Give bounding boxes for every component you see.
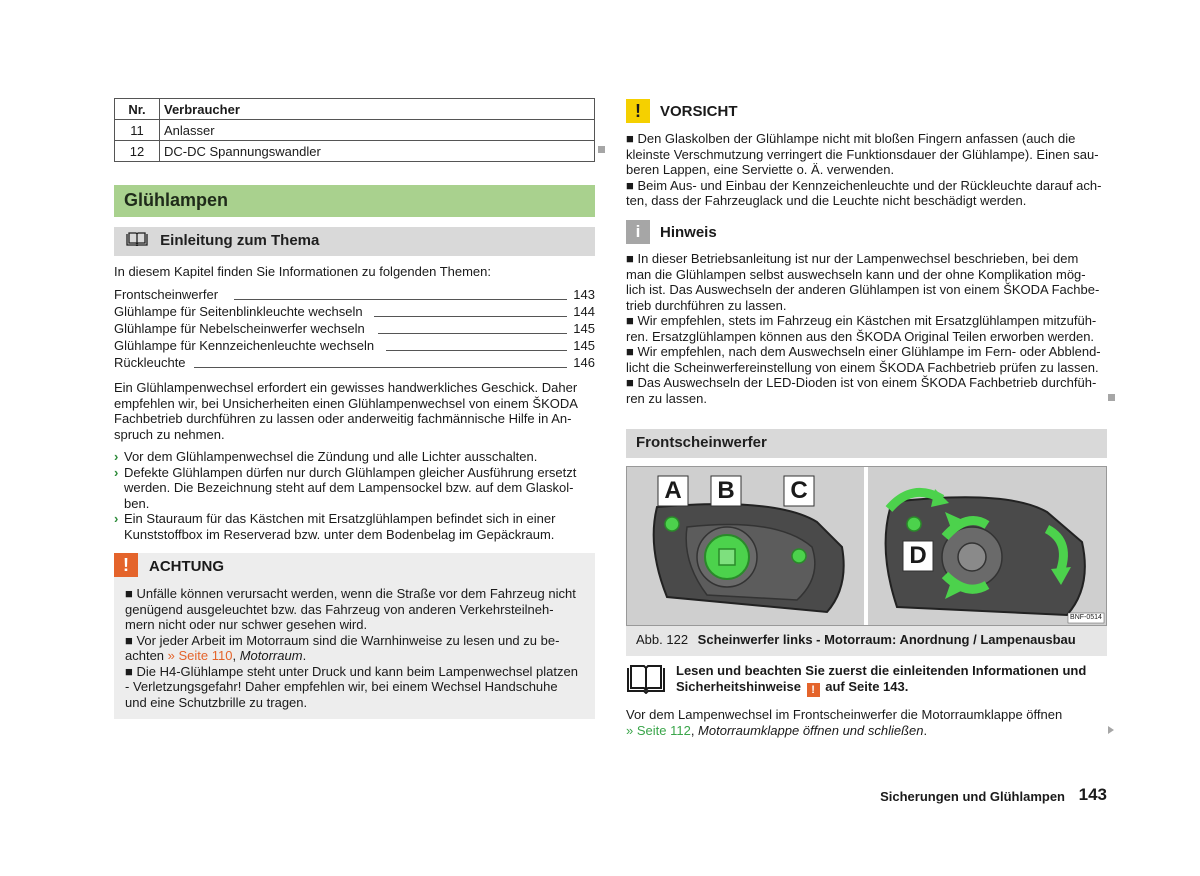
text-line: licht die Scheinwerfereinstellung von einem ŠKODA Fachbetrieb prüfen zu lassen. — [626, 359, 1099, 375]
text-line: ■ Den Glaskolben der Glühlampe nicht mit bloßen Fingern anfassen (auch die — [626, 131, 1076, 146]
toc-entry-label: Rückleuchte — [114, 355, 192, 370]
text-line: Fachbetrieb durchführen zu lassen oder anderweitig fachmännische Hilfe in An- — [114, 411, 572, 426]
front-heading: Frontscheinwerfer — [626, 429, 1107, 458]
figure-caption-text: Scheinwerfer links - Motorraum: Anordnung / Lampenausbau — [697, 632, 1076, 647]
warning-text — [125, 586, 590, 710]
toc-entry-label: Glühlampe für Nebelscheinwerfer wechseln — [114, 321, 371, 336]
table-header-row — [115, 99, 595, 120]
text-line: ren. Ersatzglühlampen können aus den ŠKODA Original Teilen erworben werden. — [626, 328, 1095, 344]
note-title: Hinweis — [660, 224, 717, 241]
info-icon: i — [626, 220, 650, 244]
instruction-list — [114, 449, 595, 542]
toc-entry-label: Glühlampe für Seitenblinkleuchte wechseln — [114, 304, 369, 319]
arrow-icon: › — [114, 449, 119, 464]
text-line: ■ Das Auswechseln der LED-Dioden ist von einem ŠKODA Fachbetrieb durchfüh- — [626, 375, 1097, 390]
text-line: trieb durchführen zu lassen. — [626, 297, 787, 313]
headlight-figure — [626, 466, 1107, 626]
continue-arrow-icon — [1108, 726, 1114, 734]
warning-icon: ! — [807, 683, 820, 697]
text-line: genügend ausgeleuchtet bzw. das Fahrzeug von anderen Verkehrsteilneh- — [125, 601, 554, 617]
text-line: werden. Die Bezeichnung steht auf dem Lampensockel bzw. auf dem Glaskol- — [124, 480, 574, 495]
text-line: Sicherheitshinweise ! auf Seite 143. — [676, 678, 909, 696]
table-row — [115, 120, 595, 141]
toc-entry[interactable] — [114, 304, 595, 321]
text-line: Ein Stauraum für das Kästchen mit Ersatzglühlampen befindet sich in einer — [124, 511, 556, 526]
table-cell: DC-DC Spannungswandler — [160, 141, 595, 162]
intro-heading-bar — [114, 227, 595, 256]
intro-text: In diesem Kapitel finden Sie Informationen zu folgenden Themen: — [114, 264, 491, 279]
caution-icon: ! — [626, 99, 650, 123]
intro-heading: Einleitung zum Thema — [160, 232, 320, 249]
section-title: Glühlampen — [114, 185, 595, 217]
book-icon — [626, 664, 666, 694]
caution-title: VORSICHT — [660, 103, 738, 120]
table-header-consumer: Verbraucher — [160, 99, 595, 120]
caution-text — [626, 131, 1107, 209]
text-line: Ein Glühlampenwechsel erfordert ein gewisses handwerkliches Geschick. Daher — [114, 380, 578, 395]
table-cell: Anlasser — [160, 120, 595, 141]
figure-number: Abb. 122 — [636, 632, 689, 647]
toc-entry[interactable] — [114, 338, 595, 355]
text-line: Vor dem Glühlampenwechsel die Zündung und alle Lichter ausschalten. — [124, 449, 538, 464]
text-line: - Verletzungsgefahr! Daher empfehlen wir, bei einem Wechsel Handschuhe — [125, 679, 558, 694]
text-line: ■ Vor jeder Arbeit im Motorraum sind die Warnhinweise zu lesen und zu be- — [125, 632, 560, 648]
text-line: mern nicht oder nur schwer gesehen wird. — [125, 617, 368, 632]
section-end-marker — [1108, 394, 1115, 401]
text-line: man die Glühlampen selbst auswechseln kann und der ohne Komplikation mög- — [626, 266, 1086, 282]
toc-entry[interactable] — [114, 355, 595, 372]
warning-title: ACHTUNG — [149, 558, 224, 575]
toc-entry-label: Frontscheinwerfer — [114, 287, 224, 302]
text-line: ten, dass der Fahrzeuglack und die Leuchte nicht beschädigt werden. — [626, 193, 1027, 208]
note-text — [626, 251, 1107, 406]
table-header-nr: Nr. — [115, 99, 160, 120]
toc-entry[interactable] — [114, 321, 595, 338]
text-line: beren Lappen, eine Serviette o. Ä. verwenden. — [626, 162, 895, 177]
text-line: ■ Die H4-Glühlampe steht unter Druck und kann beim Lampenwechsel platzen — [125, 663, 578, 679]
arrow-icon: › — [114, 511, 119, 526]
table-cell: 12 — [115, 141, 160, 162]
page-link[interactable]: » Seite 112 — [626, 722, 691, 738]
page-link[interactable]: » Seite 110 — [167, 648, 233, 663]
toc-entry-page: 145 — [567, 338, 595, 353]
figure-label-b: B — [717, 477, 735, 504]
text-line: empfehlen wir, bei Unsicherheiten einen Glühlampenwechsel von einem ŠKODA — [114, 395, 578, 411]
text-line: Defekte Glühlampen dürfen nur durch Glühlampen gleicher Ausführung ersetzt — [124, 464, 577, 480]
page-number: 143 — [1078, 785, 1107, 804]
text-line: achten » Seite 110, Motorraum. — [125, 648, 307, 663]
toc-entry-page: 146 — [567, 355, 595, 370]
read-note — [676, 663, 1106, 697]
toc-entry-label: Glühlampe für Kennzeichenleuchte wechseln — [114, 338, 380, 353]
text-line: und eine Schutzbrille zu tragen. — [125, 694, 308, 710]
arrow-icon: › — [114, 464, 119, 480]
list-item — [114, 449, 595, 465]
list-item — [114, 465, 595, 512]
list-item — [114, 511, 595, 542]
figure-label-d: D — [909, 542, 927, 569]
text-line: lich ist. Das Auswechseln der anderen Glühlampen ist von einem ŠKODA Fachbe- — [626, 282, 1100, 297]
figure-label-a: A — [664, 477, 682, 504]
footer-chapter: Sicherungen und Glühlampen — [880, 789, 1065, 804]
figure-caption — [626, 626, 1107, 656]
text-line: ■ Beim Aus- und Einbau der Kennzeichenleuchte und der Rückleuchte darauf ach- — [626, 177, 1102, 193]
text-line: » Seite 112, Motorraumklappe öffnen und schließen. — [626, 722, 928, 738]
text-line: Vor dem Lampenwechsel im Frontscheinwerfer die Motorraumklappe öffnen — [626, 707, 1063, 722]
text-line: ■ Wir empfehlen, nach dem Auswechseln einer Glühlampe im Fern- oder Abblend- — [626, 344, 1101, 359]
text-line: kleinste Verschmutzung verringert die Funktionsdauer der Glühlampe). Einen sau- — [626, 146, 1099, 162]
table-row — [115, 141, 595, 162]
book-icon — [126, 232, 148, 250]
caution-header — [626, 99, 1107, 125]
text-line: ben. — [124, 495, 150, 511]
text-line: ren zu lassen. — [626, 390, 707, 406]
text-line: ■ Unfälle können verursacht werden, wenn die Straße vor dem Fahrzeug nicht — [125, 586, 576, 601]
text-line: ■ Wir empfehlen, stets im Fahrzeug ein Kästchen mit Ersatzglühlampen mitzufüh- — [626, 313, 1097, 328]
intro-paragraph — [114, 380, 595, 442]
table-cell: 11 — [115, 120, 160, 141]
section-end-marker — [598, 146, 605, 153]
warning-icon: ! — [114, 553, 138, 577]
warning-box — [114, 553, 595, 719]
figure-code: BNF-0514 — [1070, 614, 1102, 621]
text-line: ■ In dieser Betriebsanleitung ist nur der Lampenwechsel beschrieben, bei dem — [626, 251, 1079, 266]
headlight-illustration — [627, 467, 1106, 625]
note-header — [626, 220, 1107, 246]
fuse-table — [114, 98, 595, 162]
toc-entry-page: 144 — [567, 304, 595, 319]
final-paragraph — [626, 707, 1107, 738]
text-line: Kunststoffbox im Reserverad bzw. unter dem Bodenbelag im Gepäckraum. — [124, 526, 555, 542]
text-line: Lesen und beachten Sie zuerst die einleitenden Informationen und — [676, 663, 1087, 678]
toc-entry-page: 143 — [567, 287, 595, 302]
figure-label-c: C — [790, 477, 808, 504]
toc-entry[interactable] — [114, 287, 595, 304]
toc-entry-page: 145 — [567, 321, 595, 336]
text-line: spruch zu nehmen. — [114, 426, 225, 442]
